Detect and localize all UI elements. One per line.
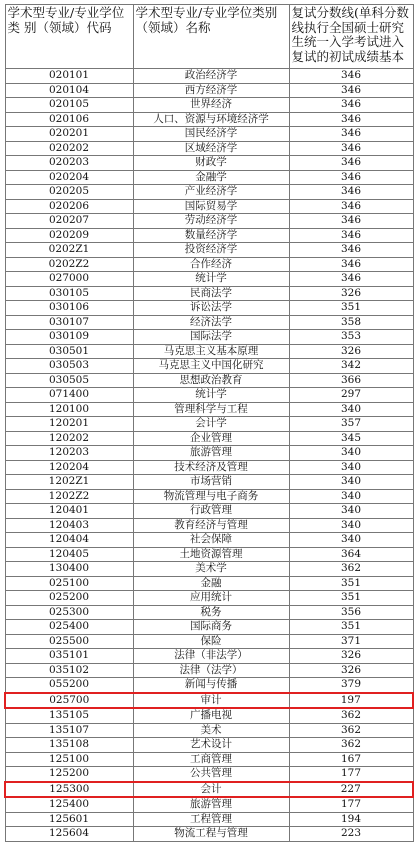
cell-score: 371 bbox=[289, 634, 413, 649]
table-row bbox=[5, 257, 413, 272]
table-row bbox=[5, 112, 413, 127]
cell-name: 政治经济学 bbox=[133, 69, 289, 84]
cell-name: 区域经济学 bbox=[133, 141, 289, 156]
cell-score: 379 bbox=[289, 678, 413, 693]
cell-code: 030503 bbox=[5, 359, 133, 374]
cell-name: 管理科学与工程 bbox=[133, 402, 289, 417]
cell-name: 产业经济学 bbox=[133, 185, 289, 200]
table-row bbox=[5, 388, 413, 403]
table-row bbox=[5, 156, 413, 171]
cell-score: 177 bbox=[289, 797, 413, 812]
cell-score: 346 bbox=[289, 141, 413, 156]
cell-code: 027000 bbox=[5, 272, 133, 287]
cell-code: 020209 bbox=[5, 228, 133, 243]
cell-name: 统计学 bbox=[133, 388, 289, 403]
cell-name: 民商法学 bbox=[133, 286, 289, 301]
cell-code: 020101 bbox=[5, 69, 133, 84]
cell-code: 030505 bbox=[5, 373, 133, 388]
cell-name: 投资经济学 bbox=[133, 243, 289, 258]
cell-name: 公共管理 bbox=[133, 767, 289, 782]
cell-name: 旅游管理 bbox=[133, 797, 289, 812]
cell-name: 马克思主义中国化研究 bbox=[133, 359, 289, 374]
table-row bbox=[5, 489, 413, 504]
cell-code: 135108 bbox=[5, 738, 133, 753]
table-row bbox=[5, 752, 413, 767]
cell-code: 035102 bbox=[5, 663, 133, 678]
cell-name: 金融 bbox=[133, 576, 289, 591]
cell-score: 326 bbox=[289, 663, 413, 678]
table-row bbox=[5, 417, 413, 432]
table-row bbox=[5, 141, 413, 156]
cell-code: 135105 bbox=[5, 708, 133, 723]
table-row bbox=[5, 185, 413, 200]
table-row bbox=[5, 738, 413, 753]
cell-code: 071400 bbox=[5, 388, 133, 403]
cell-name: 土地资源管理 bbox=[133, 547, 289, 562]
cell-name: 国际贸易学 bbox=[133, 199, 289, 214]
cell-name: 教育经济与管理 bbox=[133, 518, 289, 533]
cell-name: 会计学 bbox=[133, 417, 289, 432]
cell-score: 177 bbox=[289, 767, 413, 782]
cell-score: 362 bbox=[289, 738, 413, 753]
cell-name: 法律（法学） bbox=[133, 663, 289, 678]
table-row bbox=[5, 812, 413, 827]
cell-code: 020104 bbox=[5, 83, 133, 98]
table-row bbox=[5, 723, 413, 738]
cell-code: 030105 bbox=[5, 286, 133, 301]
cell-code: 030107 bbox=[5, 315, 133, 330]
table-body bbox=[5, 69, 413, 842]
cell-code: 030106 bbox=[5, 301, 133, 316]
cell-score: 351 bbox=[289, 576, 413, 591]
cell-score: 340 bbox=[289, 504, 413, 519]
cell-score: 297 bbox=[289, 388, 413, 403]
cell-code: 025400 bbox=[5, 620, 133, 635]
cell-name: 艺术设计 bbox=[133, 738, 289, 753]
header-code: 学术型专业/专业学位类 别（领域）代码 bbox=[5, 5, 133, 69]
table-row bbox=[5, 475, 413, 490]
table-row bbox=[5, 649, 413, 664]
cell-score: 326 bbox=[289, 344, 413, 359]
cell-score: 346 bbox=[289, 228, 413, 243]
cell-code: 020204 bbox=[5, 170, 133, 185]
cell-code: 1202Z2 bbox=[5, 489, 133, 504]
cell-score: 353 bbox=[289, 330, 413, 345]
cell-code: 025300 bbox=[5, 605, 133, 620]
cell-code: 025100 bbox=[5, 576, 133, 591]
cell-name: 思想政治教育 bbox=[133, 373, 289, 388]
cell-name: 社会保障 bbox=[133, 533, 289, 548]
cell-score: 364 bbox=[289, 547, 413, 562]
table-row bbox=[5, 301, 413, 316]
table-row bbox=[5, 199, 413, 214]
cell-score: 357 bbox=[289, 417, 413, 432]
cell-code: 020105 bbox=[5, 98, 133, 113]
cell-code: 120201 bbox=[5, 417, 133, 432]
cell-score: 346 bbox=[289, 199, 413, 214]
cell-code: 025200 bbox=[5, 591, 133, 606]
cell-name: 诉讼法学 bbox=[133, 301, 289, 316]
cell-code: 120204 bbox=[5, 460, 133, 475]
cell-code: 030109 bbox=[5, 330, 133, 345]
cell-name: 财政学 bbox=[133, 156, 289, 171]
cell-score: 351 bbox=[289, 301, 413, 316]
cell-score: 345 bbox=[289, 431, 413, 446]
cell-score: 227 bbox=[289, 782, 413, 798]
table-row bbox=[5, 591, 413, 606]
table-row bbox=[5, 431, 413, 446]
table-row bbox=[5, 504, 413, 519]
cell-name: 广播电视 bbox=[133, 708, 289, 723]
table-row bbox=[5, 402, 413, 417]
table-row bbox=[5, 562, 413, 577]
table-row bbox=[5, 460, 413, 475]
table-row bbox=[5, 127, 413, 142]
table-row bbox=[5, 533, 413, 548]
cell-code: 0202Z1 bbox=[5, 243, 133, 258]
cell-code: 130400 bbox=[5, 562, 133, 577]
cell-name: 市场营销 bbox=[133, 475, 289, 490]
table-row bbox=[5, 98, 413, 113]
cell-score: 346 bbox=[289, 243, 413, 258]
cell-code: 020202 bbox=[5, 141, 133, 156]
cell-score: 340 bbox=[289, 489, 413, 504]
cell-score: 340 bbox=[289, 460, 413, 475]
cell-score: 346 bbox=[289, 214, 413, 229]
table-row bbox=[5, 170, 413, 185]
table-row bbox=[5, 605, 413, 620]
cell-name: 会计 bbox=[133, 782, 289, 798]
cell-score: 351 bbox=[289, 591, 413, 606]
table-row bbox=[5, 330, 413, 345]
cell-name: 统计学 bbox=[133, 272, 289, 287]
cell-code: 020206 bbox=[5, 199, 133, 214]
cell-score: 342 bbox=[289, 359, 413, 374]
cell-name: 新闻与传播 bbox=[133, 678, 289, 693]
cell-score: 346 bbox=[289, 185, 413, 200]
cell-code: 020201 bbox=[5, 127, 133, 142]
cell-name: 审计 bbox=[133, 693, 289, 709]
table-row bbox=[5, 315, 413, 330]
cell-score: 356 bbox=[289, 605, 413, 620]
cell-score: 340 bbox=[289, 446, 413, 461]
cell-score: 223 bbox=[289, 827, 413, 842]
cell-code: 125400 bbox=[5, 797, 133, 812]
table-row bbox=[5, 634, 413, 649]
cell-name: 法律（非法学） bbox=[133, 649, 289, 664]
cell-code: 025700 bbox=[5, 693, 133, 709]
table-row bbox=[5, 547, 413, 562]
cell-name: 人口、资源与环境经济学 bbox=[133, 112, 289, 127]
table-row bbox=[5, 69, 413, 84]
cell-name: 国际法学 bbox=[133, 330, 289, 345]
cell-score: 194 bbox=[289, 812, 413, 827]
cell-score: 366 bbox=[289, 373, 413, 388]
cell-code: 120203 bbox=[5, 446, 133, 461]
cell-name: 技术经济及管理 bbox=[133, 460, 289, 475]
cell-name: 物流管理与电子商务 bbox=[133, 489, 289, 504]
table-row bbox=[5, 359, 413, 374]
table-row bbox=[5, 446, 413, 461]
cell-score: 340 bbox=[289, 533, 413, 548]
cell-name: 西方经济学 bbox=[133, 83, 289, 98]
cell-name: 工程管理 bbox=[133, 812, 289, 827]
cell-name: 物流工程与管理 bbox=[133, 827, 289, 842]
score-table-container bbox=[4, 4, 412, 842]
cell-code: 135107 bbox=[5, 723, 133, 738]
table-row bbox=[5, 518, 413, 533]
table-row bbox=[5, 678, 413, 693]
table-row bbox=[5, 767, 413, 782]
table-row bbox=[5, 708, 413, 723]
table-row bbox=[5, 214, 413, 229]
cell-score: 326 bbox=[289, 286, 413, 301]
cell-score: 346 bbox=[289, 170, 413, 185]
cell-code: 025500 bbox=[5, 634, 133, 649]
cell-code: 035101 bbox=[5, 649, 133, 664]
cell-code: 120405 bbox=[5, 547, 133, 562]
cell-code: 0202Z2 bbox=[5, 257, 133, 272]
cell-code: 125200 bbox=[5, 767, 133, 782]
cell-code: 125604 bbox=[5, 827, 133, 842]
cell-score: 346 bbox=[289, 272, 413, 287]
cell-code: 055200 bbox=[5, 678, 133, 693]
table-row bbox=[5, 83, 413, 98]
table-header-row bbox=[5, 5, 413, 69]
table-row bbox=[5, 272, 413, 287]
cell-score: 340 bbox=[289, 402, 413, 417]
cell-code: 120404 bbox=[5, 533, 133, 548]
cell-code: 020207 bbox=[5, 214, 133, 229]
cell-name: 美术学 bbox=[133, 562, 289, 577]
header-name: 学术型专业/专业学位类别（领域）名称 bbox=[133, 5, 289, 69]
cell-code: 1202Z1 bbox=[5, 475, 133, 490]
cell-name: 保险 bbox=[133, 634, 289, 649]
cell-name: 旅游管理 bbox=[133, 446, 289, 461]
cell-name: 金融学 bbox=[133, 170, 289, 185]
cell-name: 劳动经济学 bbox=[133, 214, 289, 229]
cell-name: 合作经济 bbox=[133, 257, 289, 272]
cell-code: 020205 bbox=[5, 185, 133, 200]
cell-score: 346 bbox=[289, 156, 413, 171]
table-row bbox=[5, 344, 413, 359]
cell-code: 120401 bbox=[5, 504, 133, 519]
cell-score: 346 bbox=[289, 83, 413, 98]
table-row-highlighted bbox=[5, 782, 413, 798]
cell-code: 030501 bbox=[5, 344, 133, 359]
header-score: 复试分数线(单科分数线执行全国硕士研究生统一入学考试进入复试的初试成绩基本 bbox=[289, 5, 413, 69]
table-row bbox=[5, 576, 413, 591]
cell-score: 346 bbox=[289, 112, 413, 127]
cell-score: 346 bbox=[289, 69, 413, 84]
cell-name: 世界经济 bbox=[133, 98, 289, 113]
table-row bbox=[5, 827, 413, 842]
table-row bbox=[5, 228, 413, 243]
cell-name: 经济法学 bbox=[133, 315, 289, 330]
table-row bbox=[5, 286, 413, 301]
cell-score: 346 bbox=[289, 127, 413, 142]
cell-score: 167 bbox=[289, 752, 413, 767]
cell-score: 197 bbox=[289, 693, 413, 709]
cell-code: 120100 bbox=[5, 402, 133, 417]
cell-name: 美术 bbox=[133, 723, 289, 738]
cell-name: 税务 bbox=[133, 605, 289, 620]
score-table bbox=[4, 4, 414, 842]
table-row bbox=[5, 797, 413, 812]
cell-score: 340 bbox=[289, 475, 413, 490]
cell-score: 351 bbox=[289, 620, 413, 635]
cell-name: 国民经济学 bbox=[133, 127, 289, 142]
cell-code: 020106 bbox=[5, 112, 133, 127]
cell-name: 企业管理 bbox=[133, 431, 289, 446]
cell-code: 120202 bbox=[5, 431, 133, 446]
cell-code: 125100 bbox=[5, 752, 133, 767]
cell-name: 行政管理 bbox=[133, 504, 289, 519]
table-row bbox=[5, 373, 413, 388]
cell-name: 马克思主义基本原理 bbox=[133, 344, 289, 359]
cell-code: 120403 bbox=[5, 518, 133, 533]
cell-score: 362 bbox=[289, 723, 413, 738]
table-row bbox=[5, 663, 413, 678]
cell-score: 346 bbox=[289, 257, 413, 272]
cell-score: 362 bbox=[289, 708, 413, 723]
cell-name: 应用统计 bbox=[133, 591, 289, 606]
cell-score: 362 bbox=[289, 562, 413, 577]
cell-score: 346 bbox=[289, 98, 413, 113]
table-row-highlighted bbox=[5, 693, 413, 709]
table-row bbox=[5, 243, 413, 258]
table-row bbox=[5, 620, 413, 635]
cell-code: 020203 bbox=[5, 156, 133, 171]
cell-score: 326 bbox=[289, 649, 413, 664]
cell-score: 340 bbox=[289, 518, 413, 533]
cell-score: 358 bbox=[289, 315, 413, 330]
cell-name: 国际商务 bbox=[133, 620, 289, 635]
cell-code: 125300 bbox=[5, 782, 133, 798]
cell-name: 数量经济学 bbox=[133, 228, 289, 243]
cell-name: 工商管理 bbox=[133, 752, 289, 767]
cell-code: 125601 bbox=[5, 812, 133, 827]
